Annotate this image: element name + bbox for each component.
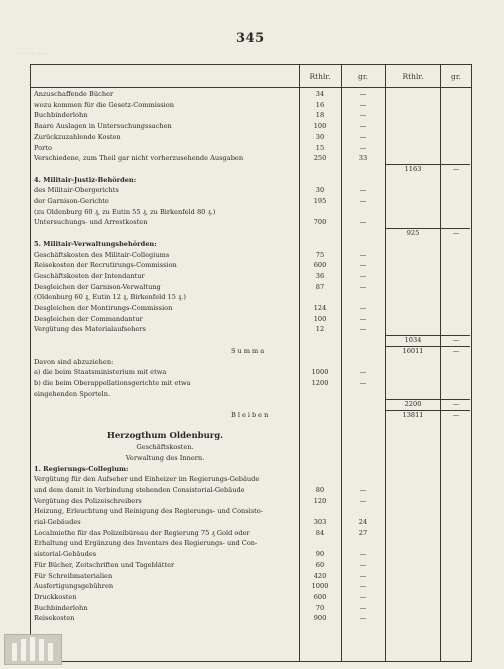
subtotal-rule [386,410,470,411]
header-rule [31,87,471,88]
row-label: Für Bücher, Zeitschriften und Tageblätter [34,560,175,569]
table-row [31,335,471,345]
row-cell-c4: — [452,164,460,173]
row-label: Buchbinderlohn [34,603,88,612]
row-label: a) die beim Staatsministerium mit etwa [34,368,167,377]
row-label: Untersuchungs- und Arrestkosten [34,218,148,227]
row-cell-c1: 303 [313,518,327,526]
table-row [31,421,471,431]
row-cell-c2: — [359,325,367,334]
subtotal-rule [386,164,470,165]
header-gr-2: gr. [451,71,461,81]
table-row [31,185,471,195]
table-row [31,453,471,463]
row-label: Zurückzuzahlende Kosten [34,132,121,141]
row-label: und dem damit in Verbindung stehenden Consistorial-Gebäude [34,485,245,494]
row-label: Druckkosten [34,592,77,601]
header-rthlr-2: Rthlr. [402,71,424,81]
table-row [31,603,471,613]
table-row [31,464,471,474]
table-row [31,399,471,409]
row-cell-c1: 60 [315,560,325,569]
row-cell-c2: — [359,122,367,131]
row-label: 1. Regierungs-Collegium: [34,464,129,473]
table-row [31,517,471,527]
table-row [31,143,471,153]
row-label: rial-Gebäudes [34,518,81,526]
table-row [31,346,471,356]
row-label: Vergütung für den Aufseher und Einheizer im Regierungs-Gebäude [34,475,260,484]
row-label: Verwaltung des Innern. [125,453,205,462]
table-row [31,217,471,227]
row-cell-c2: — [359,218,367,227]
row-cell-c2: — [359,571,367,580]
row-cell-c1: 16 [315,100,325,109]
row-cell-c4: — [452,336,460,345]
row-cell-c1: 600 [313,592,327,601]
row-cell-c4: — [452,346,460,355]
subtotal-rule [386,346,470,347]
row-label: Heizung, Erleuchtung und Reinigung des Regierungs- und Consisto- [34,507,264,516]
row-cell-c1: 36 [315,271,325,280]
row-cell-c1: 75 [315,250,325,259]
table-row [31,324,471,334]
row-label: Davon sind abzuziehen: [34,357,114,366]
row-label: Reisekosten der Recrutirungs-Commission [34,261,177,270]
row-label: des Militair-Obergerichts [34,186,119,195]
row-label: b) die beim Oberappellationsgerichte mit etwa [34,378,191,387]
table-row [31,431,471,441]
row-label: (zu Oldenburg 60 ₰, zu Eutin 55 ₰, zu Birkenfeld 80 ₰.) [34,207,216,216]
table-row [31,485,471,495]
table-row [31,196,471,206]
table-row [31,271,471,281]
row-cell-c1: 600 [313,261,327,270]
row-label: (Oldenburg 60 ₰, Eutin 12 ₰, Birkenfeld 15 ₰.) [34,293,186,302]
table-row [31,549,471,559]
subtotal-rule [386,399,470,400]
row-cell-c1: 420 [313,571,327,580]
table-row [31,442,471,452]
header-gr-1: gr. [358,71,368,81]
row-cell-c1: 1000 [311,582,329,591]
row-cell-c1: 30 [315,186,325,195]
subtotal-rule [386,335,470,336]
row-cell-c3: 2200 [404,400,422,409]
budget-table [30,64,472,662]
row-cell-c2: — [359,100,367,109]
library-stamp-logo [4,634,62,665]
table-row [31,207,471,217]
row-cell-c3: 925 [406,229,420,238]
row-cell-c1: 1000 [311,368,329,377]
row-label: Bleiben [231,411,271,419]
table-row [31,506,471,516]
table-row [31,581,471,591]
row-cell-c1: 15 [315,143,325,152]
row-cell-c2: — [359,560,367,569]
row-cell-c4: — [452,229,460,238]
row-label: 5. Militair-Verwaltungsbehörden: [34,239,157,248]
row-cell-c1: 18 [315,111,325,120]
row-cell-c2: — [359,614,367,623]
row-cell-c2: — [359,550,367,559]
table-row [31,175,471,185]
row-cell-c1: 900 [313,614,327,623]
row-cell-c2: — [359,90,367,98]
table-row [31,121,471,131]
row-cell-c2: — [359,271,367,280]
row-cell-c2: — [359,603,367,612]
table-row [31,571,471,581]
row-cell-c1: 100 [313,314,327,323]
table-row [31,314,471,324]
row-label: Verschiedene, zum Theil gar nicht vorherzusehende Ausgaben [34,154,244,163]
row-label: Anzuschaffende Bücher [34,90,114,98]
table-row [31,100,471,110]
table-row [31,89,471,99]
row-label: Ausfertigungsgebühren [34,582,114,591]
table-row [31,239,471,249]
row-cell-c1: 87 [315,282,325,291]
row-cell-c3: 1034 [404,336,422,345]
row-label: Geschäftskosten der Intendantur [34,271,145,280]
row-label: Für Schreibmaterialien [34,571,113,580]
table-row [31,538,471,548]
row-cell-c2: 27 [358,528,368,537]
table-row [31,303,471,313]
table-row [31,164,471,174]
row-label: Desgleichen der Garnison-Verwaltung [34,282,161,291]
table-row [31,357,471,367]
row-cell-c2: — [359,132,367,141]
row-cell-c1: 34 [315,90,325,98]
row-cell-c2: — [359,250,367,259]
row-cell-c2: — [359,378,367,387]
row-cell-c2: — [359,592,367,601]
table-row [31,282,471,292]
row-cell-c2: — [359,186,367,195]
row-label: Herzogthum Oldenburg. [106,431,224,442]
row-cell-c2: — [359,197,367,205]
row-label: Summa [231,346,267,355]
row-label: der Garnison-Gerichte [34,197,109,205]
row-cell-c3: 13811 [402,411,424,419]
subtotal-rule [386,228,470,229]
row-cell-c1: 124 [313,304,327,312]
row-cell-c1: 195 [313,197,327,205]
row-cell-c3: 16011 [402,346,424,355]
row-label: wozu kommen für die Gesetz-Commission [34,100,174,109]
row-label: Buchbinderlohn [34,111,88,120]
row-label: Reisekosten [34,614,75,623]
row-cell-c1: 120 [313,496,327,505]
table-row [31,410,471,420]
row-cell-c4: — [452,411,460,419]
table-row [31,132,471,142]
row-label: Localmiethe für das Polizeibüreau der Regierung 75 ₰ Gold oder [34,528,250,537]
table-row [31,560,471,570]
row-cell-c1: 12 [315,325,325,334]
table-row [31,378,471,388]
row-cell-c1: 84 [315,528,325,537]
row-cell-c1: 90 [315,550,325,559]
row-cell-c1: 250 [313,154,327,163]
row-label: sistorial-Gebäudes [34,550,97,559]
table-row [31,528,471,538]
row-label: Vergütung des Materialaufsehers [34,325,146,334]
bleed-through: ·· ···· · ····· [14,50,48,58]
table-row [31,592,471,602]
row-cell-c3: 1163 [404,164,422,173]
row-cell-c2: — [359,261,367,270]
table-row [31,110,471,120]
row-cell-c1: 30 [315,132,325,141]
table-row [31,153,471,163]
table-row [31,228,471,238]
row-cell-c2: — [359,485,367,494]
row-label: Desgleichen der Montirungs-Commission [34,304,173,312]
row-label: Desgleichen der Commandantur [34,314,143,323]
table-row [31,250,471,260]
row-cell-c1: 70 [315,603,325,612]
row-cell-c2: — [359,314,367,323]
row-label: Geschäftskosten des Militair-Collegiums [34,250,170,259]
row-cell-c2: — [359,111,367,120]
page-number: 345 [236,31,265,46]
row-label: Vergütung des Polizeischreibers [34,496,142,505]
table-row [31,389,471,399]
row-label: eingehenden Sporteln. [34,389,111,398]
row-label: Baare Auslagen in Untersuchungssachen [34,122,172,131]
table-row [31,367,471,377]
row-cell-c2: — [359,282,367,291]
row-cell-c4: — [452,400,460,409]
row-cell-c2: — [359,496,367,505]
row-cell-c2: — [359,582,367,591]
row-label: 4. Militair-Justiz-Behörden: [34,175,137,184]
row-cell-c1: 1200 [311,378,329,387]
row-cell-c2: 24 [358,518,368,526]
table-row [31,613,471,623]
header-rthlr-1: Rthlr. [309,71,331,81]
row-cell-c2: 33 [358,154,368,163]
row-cell-c2: — [359,368,367,377]
row-label: Geschäftskosten. [136,443,194,452]
table-row [31,496,471,506]
row-label: Erhaltung und Ergänzung des Inventars des Regierungs- und Con- [34,539,258,548]
table-row [31,474,471,484]
row-cell-c1: 80 [315,485,325,494]
row-cell-c1: 700 [313,218,327,227]
table-row [31,260,471,270]
table-row [31,292,471,302]
row-cell-c2: — [359,143,367,152]
row-label: Porto [34,143,52,152]
row-cell-c1: 100 [313,122,327,131]
row-cell-c2: — [359,304,367,312]
